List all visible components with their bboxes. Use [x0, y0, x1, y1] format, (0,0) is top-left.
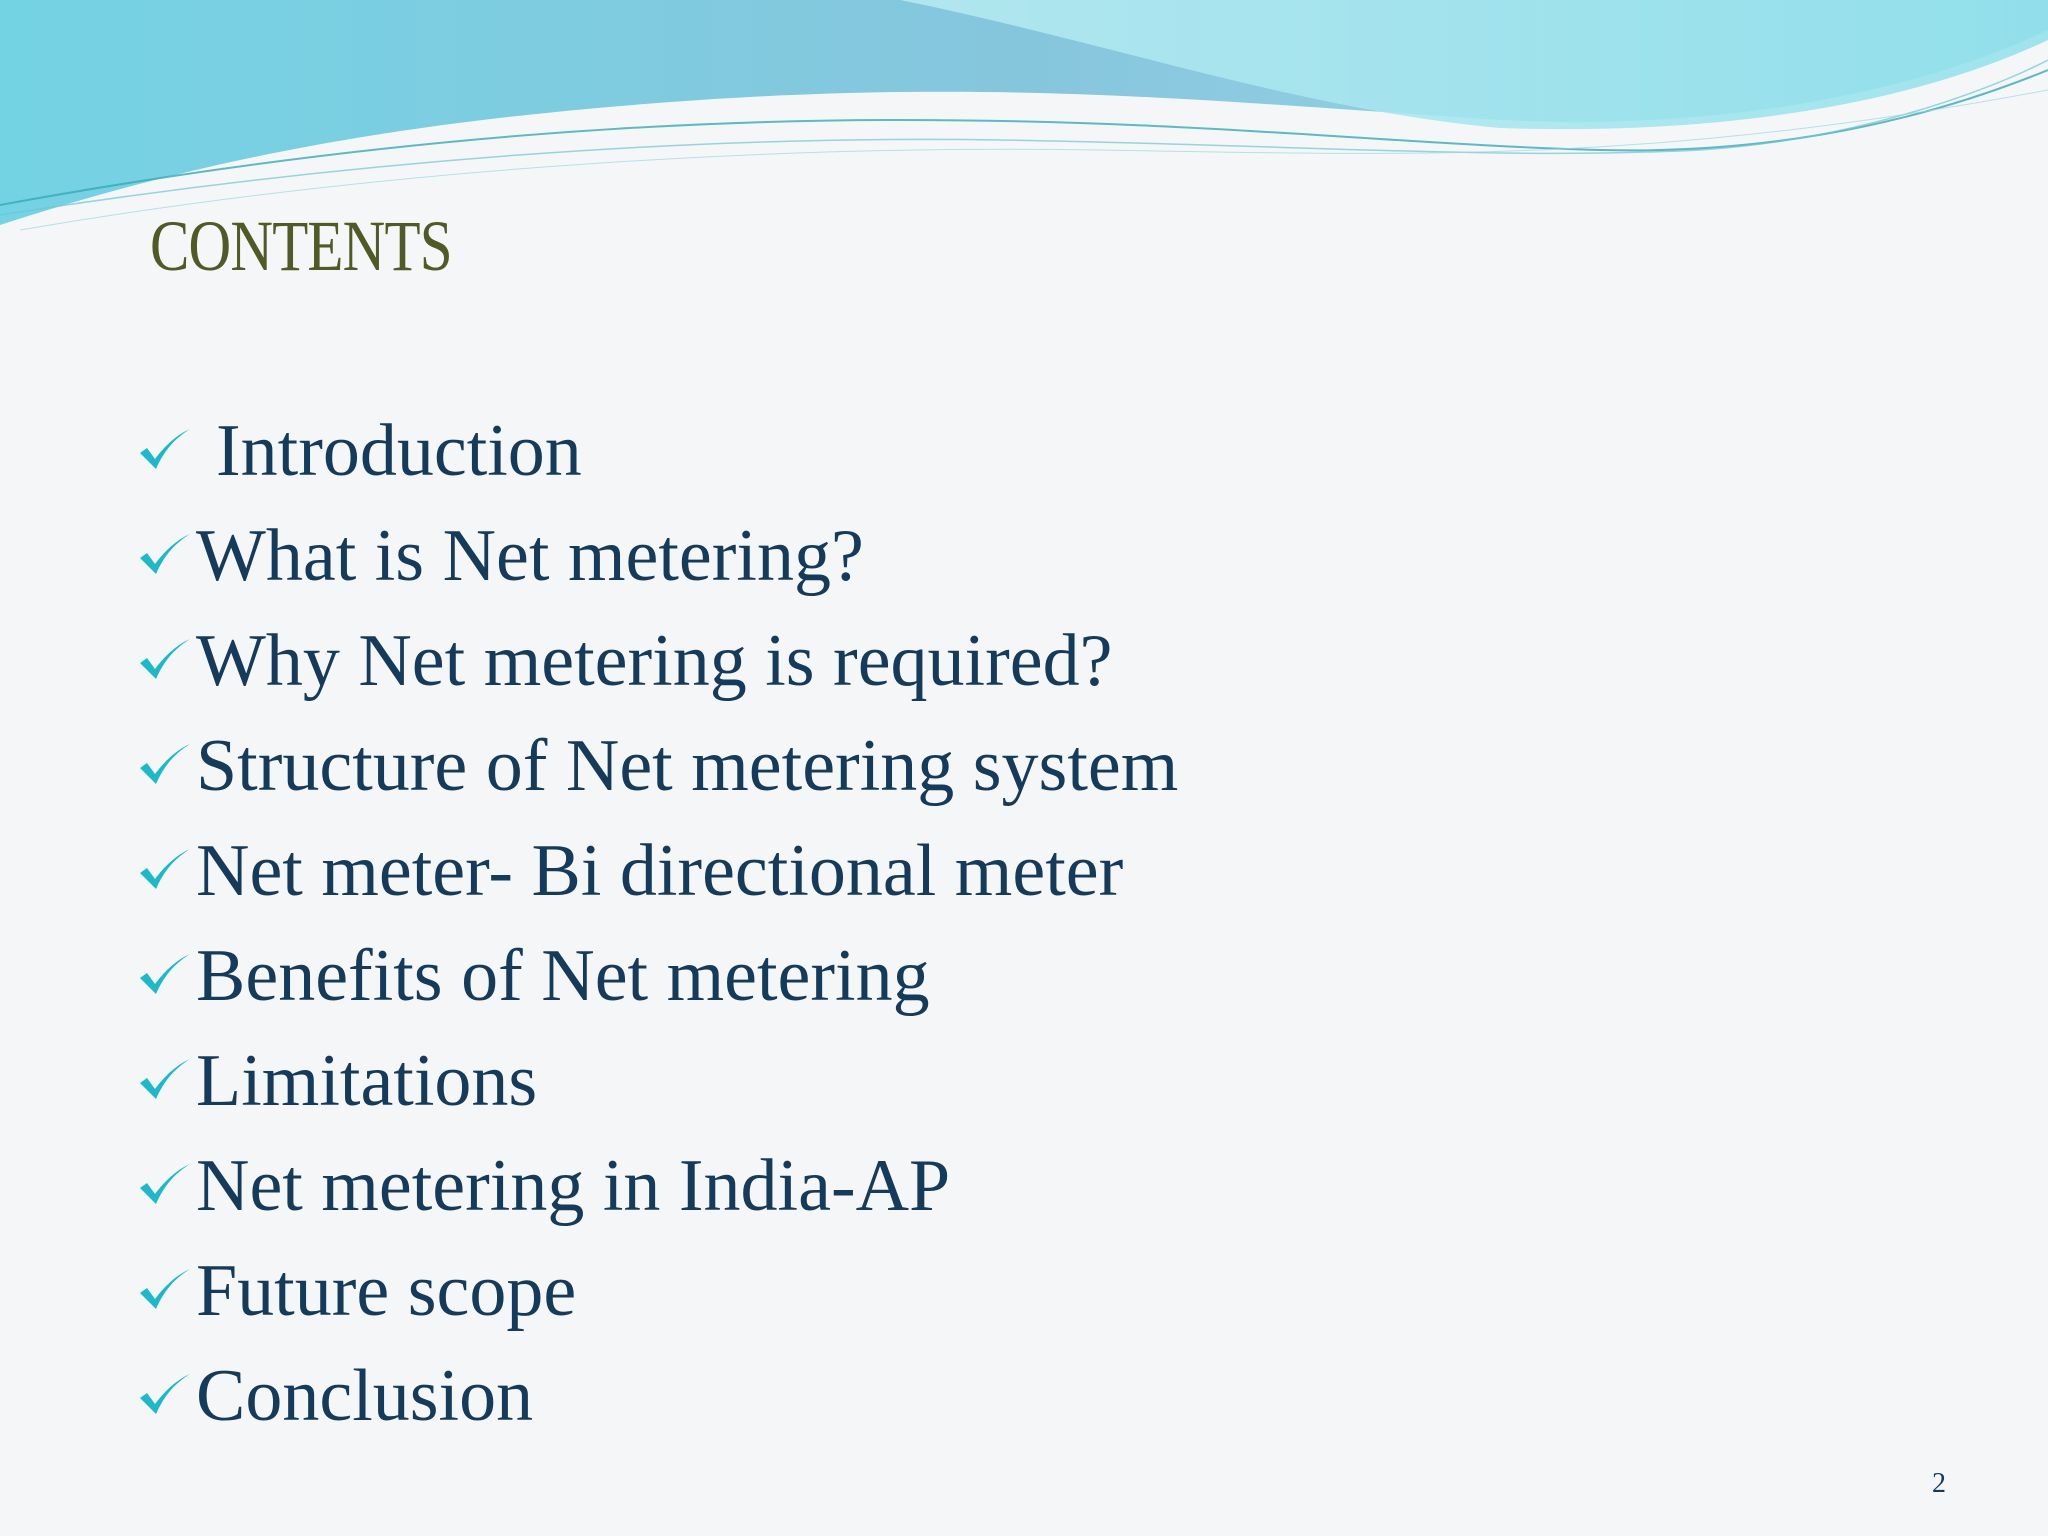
list-item-label: Structure of Net metering system: [196, 724, 1179, 807]
list-item-label: What is Net metering?: [196, 514, 864, 597]
list-item: [134, 923, 1178, 1028]
check-icon: [134, 841, 194, 901]
list-item: [134, 1238, 1178, 1343]
check-icon: [134, 1261, 194, 1321]
check-icon: [134, 421, 194, 481]
list-item-label: Net meter- Bi directional meter: [196, 829, 1124, 912]
list-item: [134, 503, 1178, 608]
slide-title: CONTENTS: [150, 206, 452, 286]
check-icon: [134, 736, 194, 796]
list-item-label: Benefits of Net metering: [196, 934, 930, 1017]
header-wave-decoration: [0, 0, 2048, 240]
list-item: [134, 608, 1178, 713]
list-item: [134, 713, 1178, 818]
check-icon: [134, 1366, 194, 1426]
list-item: [134, 818, 1178, 923]
check-icon: [134, 526, 194, 586]
list-item-label: Net metering in India-AP: [196, 1144, 951, 1227]
list-item: [134, 1343, 1178, 1448]
list-item: [134, 398, 1178, 503]
list-item-label: Limitations: [196, 1039, 538, 1122]
check-icon: [134, 1051, 194, 1111]
check-icon: [134, 946, 194, 1006]
list-item-label: Introduction: [216, 409, 582, 492]
list-item: [134, 1028, 1178, 1133]
contents-list: [134, 398, 1178, 1448]
list-item: [134, 1133, 1178, 1238]
check-icon: [134, 631, 194, 691]
list-item-label: Why Net metering is required?: [196, 619, 1113, 702]
check-icon: [134, 1156, 194, 1216]
page-number: 2: [1932, 1468, 1946, 1499]
list-item-label: Conclusion: [196, 1354, 534, 1437]
list-item-label: Future scope: [196, 1249, 577, 1332]
